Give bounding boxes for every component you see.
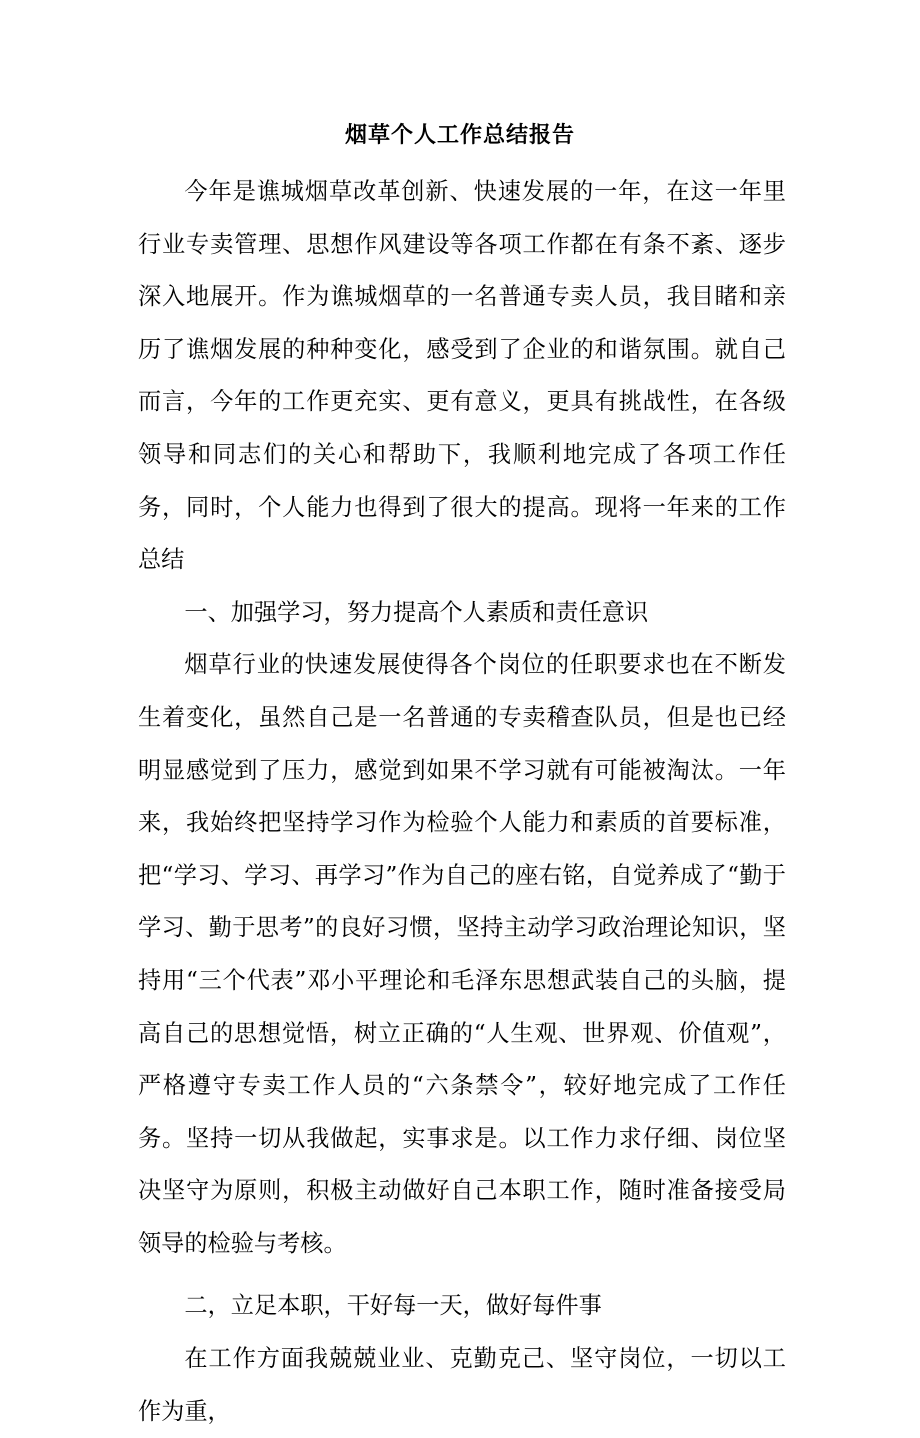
- document-body: [138, 166, 786, 1438]
- document-title: 烟草个人工作总结报告: [344, 122, 575, 148]
- intro-paragraph: 今年是谯城烟草改革创新、快速发展的一年，在这一年里行业专卖管理、思想作风建设等各项工作都在有条不紊、逐步深入地展开。作为谯城烟草的一名普通专卖人员，我目睹和亲历了谯烟发展的种种变化，感受到了企业的和谐氛围。就自己而言，今年的工作更充实、更有意义，更具有挑战性，在各级领导和同志们的关心和帮助下，我顺利地完成了各项工作任务，同时，个人能力也得到了很大的提高。现将一年来的工作总结: [138, 178, 786, 574]
- section-1-paragraph: 烟草行业的快速发展使得各个岗位的任职要求也在不断发生着变化，虽然自己是一名普通的专卖稽查队员，但是也已经明显感觉到了压力，感觉到如果不学习就有可能被淘汰。一年来，我始终把坚持学习作为检验个人能力和素质的首要标准，把“学习、学习、再学习”作为自己的座右铭，自觉养成了“勤于学习、勤于思考”的良好习惯，坚持主动学习政治理论知识，坚持用“三个代表”邓小平理论和毛泽东思想武装自己的头脑，提高自己的思想觉悟，树立正确的“人生观、世界观、价值观”，严格遵守专卖工作人员的“六条禁令”，较好地完成了工作任务。坚持一切从我做起，实事求是。以工作力求仔细、岗位坚决坚守为原则，积极主动做好自己本职工作，随时准备接受局领导的检验与考核。: [138, 651, 786, 1257]
- section-1-heading: 一、加强学习，努力提高个人素质和责任意识: [184, 598, 649, 626]
- section-2-heading: 二，立足本职，干好每一天，做好每件事: [184, 1292, 602, 1320]
- section-2-paragraph: 在工作方面我兢兢业业、克勤克己、坚守岗位，一切以工作为重，: [138, 1345, 786, 1425]
